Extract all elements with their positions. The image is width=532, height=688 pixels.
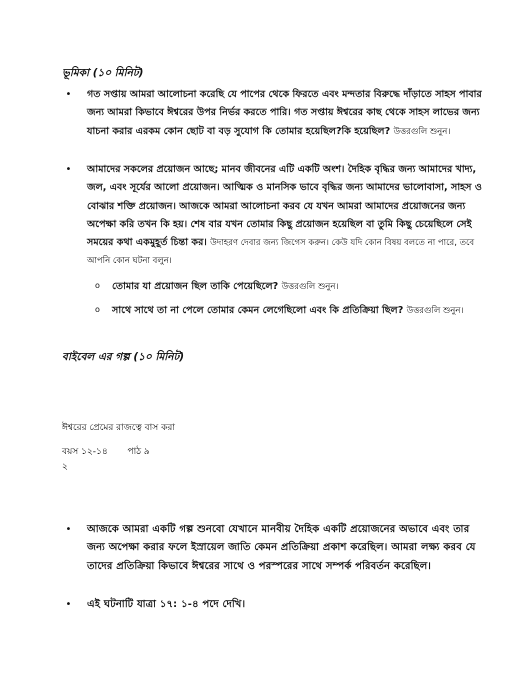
age-lesson-line bbox=[62, 445, 150, 459]
sub-question-1-note: উত্তরগুলি শুনুন। bbox=[281, 282, 339, 292]
lesson-label: পাঠ ৯ bbox=[127, 447, 150, 457]
series-title: ঈশ্বরের প্রেমের রাজত্বে বাস করা bbox=[62, 423, 175, 433]
bullet-dot: • bbox=[65, 89, 72, 100]
story-paragraph-1: আজকে আমরা একটি গল্প শুনবো যেখানে মানবীয় দৈহিক একটি প্রয়োজনের অভাবে এবং তার জন্য অপেক্ষা করার ফলে ইস্রায়েল জাতি কেমন প্রতিক্রিয়া প্রকাশ করেছিল। আমরা লক্ষ্য করব যে তাদের প্রতিক্রিয়া কিভাবে ঈশ্বরের সাথে ও পরস্পরের সাথে সম্পর্ক পরিবর্তন করেছিল। bbox=[87, 524, 476, 572]
intro-paragraph-2 bbox=[87, 161, 491, 271]
intro-paragraph-1-note: উত্তরগুলি শুনুন। bbox=[393, 126, 451, 137]
intro-heading: ভূমিকা (১০ মিনিট) bbox=[62, 67, 144, 79]
bullet-dot: • bbox=[65, 164, 72, 175]
sub-bullet-circle: o bbox=[95, 281, 100, 290]
bullet-dot: • bbox=[65, 599, 72, 610]
intro-paragraph-1 bbox=[87, 86, 491, 141]
story-paragraph-2: এই ঘটনাটি যাত্রা ১৭: ১-৪ পদে দেখি। bbox=[87, 599, 246, 610]
sub-bullet-circle: o bbox=[95, 305, 100, 314]
sub-question-2-text: সাথে সাথে তা না পেলে তোমার কেমন লেগেছিলো এবং কি প্রতিক্রিয়া ছিল? bbox=[112, 305, 404, 316]
bullet-dot: • bbox=[65, 524, 72, 535]
sub-question-2 bbox=[112, 303, 492, 319]
bible-story-heading: বাইবেল এর গল্প (১০ মিনিট) bbox=[62, 351, 185, 363]
sub-question-2-note: উত্তরগুলি শুনুন। bbox=[406, 306, 464, 316]
page-number: ২ bbox=[62, 462, 68, 472]
sub-question-1-text: তোমার যা প্রয়োজন ছিল তাকি পেয়েছিলে? bbox=[112, 281, 279, 292]
sub-question-1 bbox=[112, 279, 492, 295]
age-label: বয়স ১২-১৪ bbox=[62, 447, 108, 457]
intro-paragraph-2-note: উদাহরণ দেবার জন্য জিগেস করুন। কেউ যদি কোন বিষয় বলতে না পারে, তবে আপনি কোন ঘটনা বলুন। bbox=[87, 238, 475, 267]
intro-paragraph-1-text: গত সপ্তায় আমরা আলোচনা করেছি যে পাপের থেকে ফিরতে এবং মন্দতার বিরুদ্ধে দাঁড়াতে সাহস পাবার জন্য আমরা কিভাবে ঈশ্বরের উপর নির্ভর করতে পারি। গত সপ্তায় ঈশ্বরের কাছ থেকে সাহস লাভের জন্য যাচনা করার এরকম কোন ছোট বা বড় সুযোগ কি তোমার হয়েছিল?কি হয়েছিল? bbox=[87, 89, 482, 137]
intro-paragraph-2-text: আমাদের সকলের প্রয়োজন আছে; মানব জীবনের এটি একটি অংশ। দৈহিক বৃদ্ধির জন্য আমাদের খাদ্য, জল, এবং সূর্যের আলো প্রয়োজন। আত্মিক ও মানসিক ভাবে বৃদ্ধির জন্য আমাদের ভালোবাসা, সাহস ও বোঝার শক্তি প্রয়োজন। আজকে আমরা আলোচনা করব যে যখন আমরা আমাদের প্রয়োজনের জন্য অপেক্ষা করি তখন কি হয়। শেষ বার যখন তোমার কিছু প্রয়োজন হয়েছিল বা তুমি কিছু চেয়েছিলে সেই সময়ের কথা একমুহূর্ত চিন্তা কর। bbox=[87, 164, 482, 249]
